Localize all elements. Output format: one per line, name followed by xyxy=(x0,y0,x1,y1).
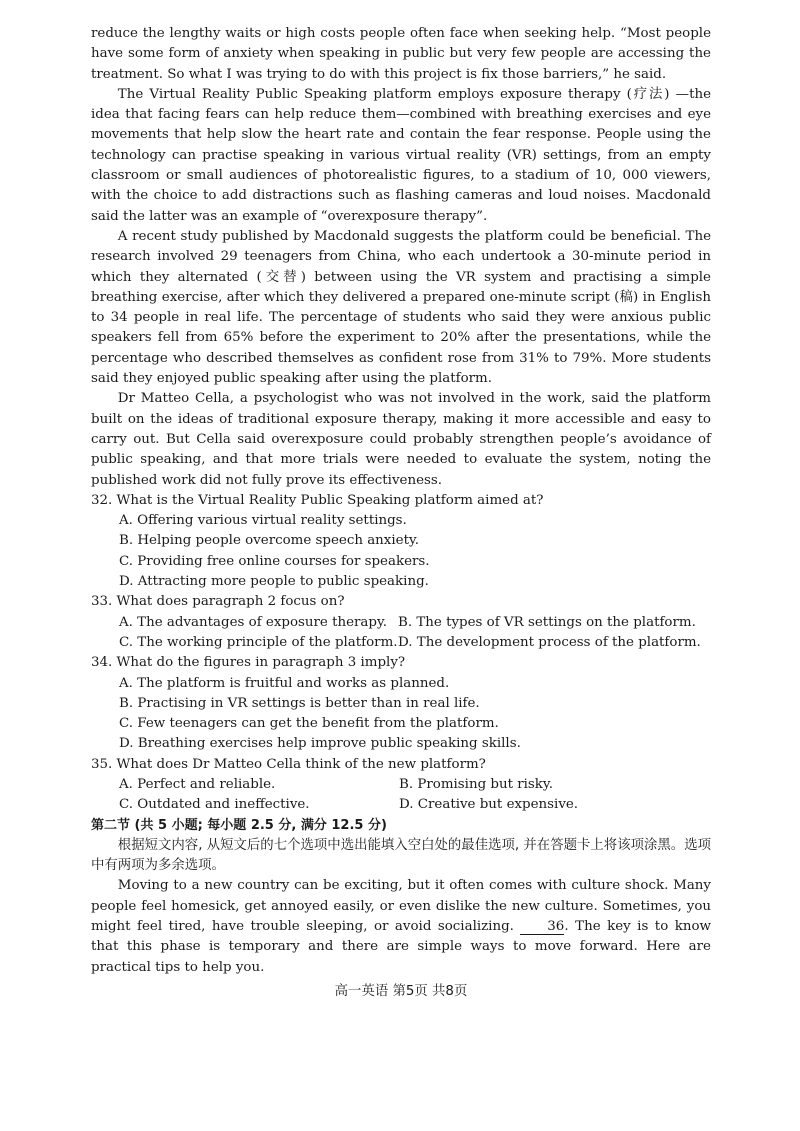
exam-page xyxy=(91,24,711,1002)
question-35 xyxy=(91,755,711,816)
option-b: B. The types of VR settings on the platform. xyxy=(398,614,696,630)
option-d: D. Creative but expensive. xyxy=(399,797,579,813)
question-34 xyxy=(91,653,711,754)
option-b: B. Helping people overcome speech anxiety. xyxy=(119,533,419,549)
option-a: A. The platform is fruitful and works as planned. xyxy=(119,675,450,691)
option-a: A. The advantages of exposure therapy. xyxy=(119,614,388,630)
option-c: C. The working principle of the platform. xyxy=(119,634,398,650)
option-d: D. The development process of the platform. xyxy=(398,634,701,650)
cloze-text-after: . The key is to know that this phase is temporary and there are simple ways to move forward. Here are practical tips to help you. xyxy=(91,919,711,975)
question-stem: 33. What does paragraph 2 focus on? xyxy=(91,594,345,610)
passage-paragraph-2: The Virtual Reality Public Speaking platform employs exposure therapy (疗法) —the idea that facing fears can help reduce them—combined with breathing exercises and eye movements that help slow the heart rate and contain the fear response. People using the technology can practise speaking in various virtual reality (VR) settings, from an empty classroom or small audiences of photorealistic figures, to a stadium of 10, 000 viewers, with the choice to add distractions such as flashing cameras and loud noises. Macdonald said the latter was an example of “overexposure therapy”. xyxy=(91,86,711,224)
section-2-instructions: 根据短文内容, 从短文后的七个选项中选出能填入空白处的最佳选项, 并在答题卡上将该项涂黑。选项中有两项为多余选项。 xyxy=(91,837,711,874)
passage-paragraph-4: Dr Matteo Cella, a psychologist who was not involved in the work, said the platform built on the ideas of traditional exposure therapy, making it more accessible and easy to carry out. But Cella said overexposure could probably strengthen people’s avoidance of public speaking, and that more trials were needed to evaluate the system, noting the published work did not fully prove its effectiveness. xyxy=(91,391,711,488)
option-c: C. Providing free online courses for speakers. xyxy=(119,553,430,569)
question-stem: 34. What do the figures in paragraph 3 imply? xyxy=(91,655,406,671)
question-stem: 32. What is the Virtual Reality Public Speaking platform aimed at? xyxy=(91,492,544,508)
passage-paragraph-3: A recent study published by Macdonald suggests the platform could be beneficial. The research involved 29 teenagers from China, who each undertook a 30-minute period in which they alternated (交替) between using the VR system and practising a simple breathing exercise, after which they delivered a prepared one-minute script (稿) in English to 34 people in real life. The percentage of students who said they were anxious public speakers fell from 65% before the experiment to 20% after the presentations, while the percentage who described themselves as confident rose from 31% to 79%. More students said they enjoyed public speaking after using the platform. xyxy=(91,228,711,387)
option-b: B. Promising but risky. xyxy=(399,776,553,792)
option-a: A. Perfect and reliable. xyxy=(119,776,276,792)
page-footer: 高一英语 第5页 共8页 xyxy=(334,983,468,999)
cloze-text-before: Moving to a new country can be exciting, but it often comes with culture shock. Many people feel homesick, get annoyed easily, or even dislike the new culture. Sometimes, you might feel tired, have trouble sleeping, or avoid socializing. xyxy=(91,878,711,935)
question-32 xyxy=(91,491,711,592)
option-c: C. Few teenagers can get the benefit from the platform. xyxy=(119,716,499,732)
section-2-heading: 第二节 (共 5 小题; 每小题 2.5 分, 满分 12.5 分) xyxy=(91,817,387,833)
option-b: B. Practising in VR settings is better than in real life. xyxy=(119,695,480,711)
passage-paragraph-1-end: reduce the lengthy waits or high costs people often face when seeking help. “Most people have some form of anxiety when speaking in public but very few people are accessing the treatment. So what I was trying to do with this project is fix those barriers,” he said. xyxy=(91,26,711,82)
option-d: D. Attracting more people to public speaking. xyxy=(119,574,429,590)
question-33 xyxy=(91,592,711,653)
cloze-blank-36: 36 xyxy=(520,919,564,935)
cloze-passage-intro xyxy=(91,876,711,977)
option-a: A. Offering various virtual reality settings. xyxy=(119,513,407,529)
question-stem: 35. What does Dr Matteo Cella think of the new platform? xyxy=(91,756,486,772)
option-d: D. Breathing exercises help improve public speaking skills. xyxy=(119,736,521,752)
option-c: C. Outdated and ineffective. xyxy=(119,797,310,813)
